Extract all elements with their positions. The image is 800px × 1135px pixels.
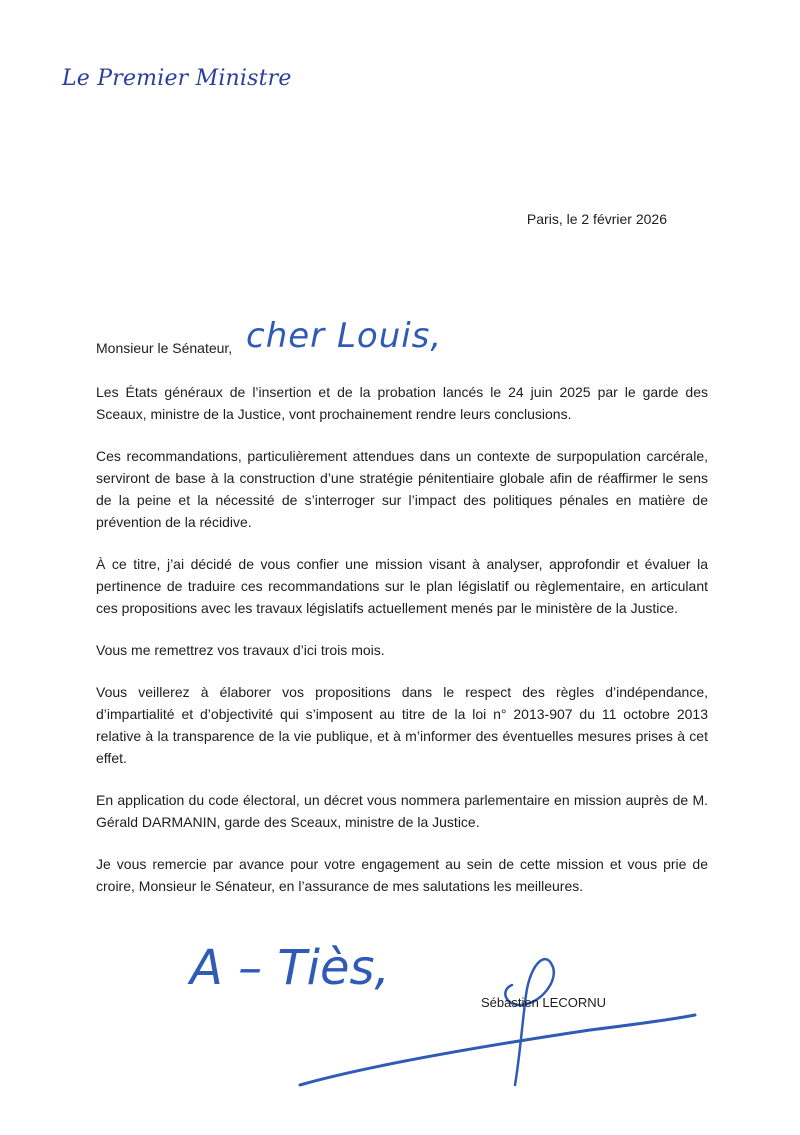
signature-icon — [290, 935, 710, 1105]
paragraph: Vous veillerez à élaborer vos propositions dans le respect des règles d’indépendance, d’impartialité et d’objectivité qui s’imposent au titre de la loi n° 2013-907 du 11 octobre 2013 relative à la transparence de la vie publique, et à m’informer des éventuelles mesures prises à cet effet. — [96, 684, 708, 766]
salutation-handwritten: cher Louis, — [246, 316, 443, 356]
paragraph: En application du code électoral, un décret vous nommera parlementaire en mission auprès de M. Gérald DARMANIN, garde des Sceaux, ministre de la Justice. — [96, 792, 708, 830]
paragraph: Je vous remercie par avance pour votre engagement au sein de cette mission et vous prie de croire, Monsieur le Sénateur, en l’assurance de mes salutations les meilleures. — [96, 856, 708, 894]
paragraph: Les États généraux de l’insertion et de la probation lancés le 24 juin 2025 par le garde des Sceaux, ministre de la Justice, vont prochainement rendre leurs conclusions. — [96, 384, 708, 422]
letter-body — [96, 381, 708, 917]
letterhead-title: Le Premier Ministre — [62, 66, 292, 91]
signatory-name: Sébastien LECORNU — [481, 995, 606, 1010]
paragraph: À ce titre, j’ai décidé de vous confier une mission visant à analyser, approfondir et évaluer la pertinence de traduire ces recommandations sur le plan législatif ou règlementaire, en articulant ces propositions avec les travaux législatifs actuellement menés par le ministère de la Justice. — [96, 556, 708, 616]
closing-handwritten: A – Tiès, — [190, 940, 390, 996]
letter-date: Paris, le 2 février 2026 — [526, 211, 667, 227]
paragraph: Ces recommandations, particulièrement attendues dans un contexte de surpopulation carcérale, serviront de base à la construction d’une stratégie pénitentiaire globale afin de réaffirmer le sens de la peine et la nécessité de s’interroger sur l’impact des politiques pénales en matière de prévention de la récidive. — [96, 448, 708, 530]
salutation-printed: Monsieur le Sénateur, — [96, 340, 233, 356]
paragraph: Vous me remettrez vos travaux d’ici trois mois. — [96, 642, 385, 658]
